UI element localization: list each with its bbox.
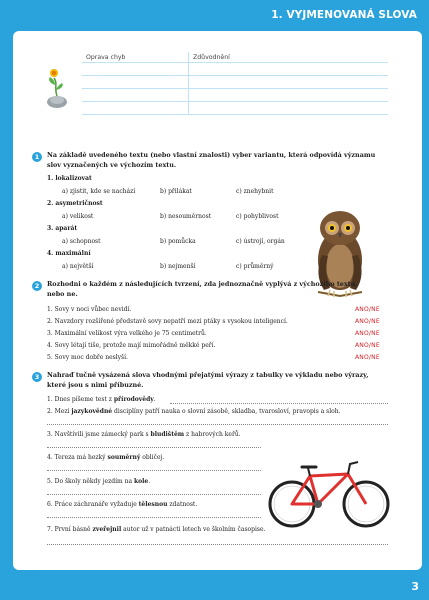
option-b[interactable]: b) nesouměrnost xyxy=(160,213,212,220)
answer-toggle[interactable]: ANO/NE xyxy=(355,306,380,313)
col-header-oprava: Oprava chyb xyxy=(82,52,189,63)
task1-prompt-line1: Na základě uvedeného textu (nebo vlastní znalosti) vyber variantu, která odpovídá významu xyxy=(47,151,376,159)
table-row[interactable] xyxy=(82,102,388,115)
task2-prompt-line2: nebo ne. xyxy=(47,290,78,298)
term: 1. lokalizovat xyxy=(47,175,92,182)
option-c[interactable]: c) pohyblivost xyxy=(236,213,279,220)
option-a[interactable]: a) největší xyxy=(62,263,94,270)
term: 2. asymetričnost xyxy=(47,200,103,207)
statement: 4. Sovy létají tiše, protože mají mimořádně měkké peří. xyxy=(47,342,216,349)
chapter-title: 1. VYJMENOVANÁ SLOVA xyxy=(271,9,417,21)
task1-prompt-line2: slov vyznačených ve výchozím textu. xyxy=(47,161,177,169)
sentence: 4. Tereza má hezký souměrný obličej. xyxy=(47,454,165,461)
table-row[interactable] xyxy=(82,76,388,89)
statement: 1. Sovy v noci vůbec nevidí. xyxy=(47,306,132,313)
option-c[interactable]: c) znehybnit xyxy=(236,188,274,195)
answer-line[interactable] xyxy=(47,447,261,448)
task-number: 2 xyxy=(32,281,42,291)
corrections-table xyxy=(82,52,388,115)
table-row[interactable] xyxy=(82,89,388,102)
answer-line[interactable] xyxy=(47,424,388,425)
page-number: 3 xyxy=(411,580,419,593)
statement: 3. Maximální velikost výra velkého je 75 centimetrů. xyxy=(47,330,207,337)
answer-line[interactable] xyxy=(47,470,261,471)
option-a[interactable]: a) zjistit, kde se nachází xyxy=(62,188,136,195)
answer-toggle[interactable]: ANO/NE xyxy=(355,318,380,325)
answer-toggle[interactable]: ANO/NE xyxy=(355,354,380,361)
answer-toggle[interactable]: ANO/NE xyxy=(355,342,380,349)
sentence: 1. Dnes píšeme test z přírodovědy. xyxy=(47,396,156,403)
option-b[interactable]: b) přilákat xyxy=(160,188,192,195)
lightbulb-icon xyxy=(38,63,72,111)
sentence: 3. Navštívili jsme zámecký park s bludištěm z habrových keřů. xyxy=(47,431,241,438)
answer-line[interactable] xyxy=(47,544,388,545)
term: 4. maximální xyxy=(47,250,91,257)
option-a[interactable]: a) schopnost xyxy=(62,238,101,245)
sentence: 6. Práce záchranáře vyžaduje tělesnou zdatnost. xyxy=(47,501,198,508)
sentence: 5. Do školy někdy jezdím na kole. xyxy=(47,478,151,485)
option-c[interactable]: c) ústrojí, orgán xyxy=(236,238,285,245)
option-b[interactable]: b) pomůcka xyxy=(160,238,196,245)
bicycle-image xyxy=(264,452,394,532)
answer-line[interactable] xyxy=(170,403,388,404)
option-b[interactable]: b) nejmenší xyxy=(160,263,196,270)
answer-line[interactable] xyxy=(47,517,261,518)
table-row[interactable] xyxy=(82,63,388,76)
statement: 5. Sovy moc dobře neslyší. xyxy=(47,354,128,361)
answer-line[interactable] xyxy=(47,494,261,495)
task-number: 3 xyxy=(32,372,42,382)
sentence: 7. První básně zveřejnil autor už v patnácti letech ve školním časopise. xyxy=(47,526,266,533)
task2-prompt-line1: Rozhodni o každém z následujících tvrzení, zda jednoznačně vyplývá z výchozího textu, xyxy=(47,280,358,288)
answer-toggle[interactable]: ANO/NE xyxy=(355,330,380,337)
term: 3. aparát xyxy=(47,225,78,232)
sentence: 2. Mezi jazykovědné disciplíny patří nauka o slovní zásobě, skladba, tvarosloví, pravopis a sloh. xyxy=(47,408,341,415)
col-header-zduvodneni: Zdůvodnění xyxy=(189,52,389,63)
task3-prompt-line1: Nahraď tučně vysázená slova vhodnými přejatými výrazy z tabulky ve výkladu nebo výrazy, xyxy=(47,371,369,379)
option-c[interactable]: c) průměrný xyxy=(236,263,274,270)
statement: 2. Navzdory rozšířené představě sovy nepatří mezi ptáky s vysokou inteligencí. xyxy=(47,318,288,325)
option-a[interactable]: a) velikost xyxy=(62,213,94,220)
task-number: 1 xyxy=(32,152,42,162)
task3-prompt-line2: které jsou s nimi příbuzné. xyxy=(47,381,144,389)
